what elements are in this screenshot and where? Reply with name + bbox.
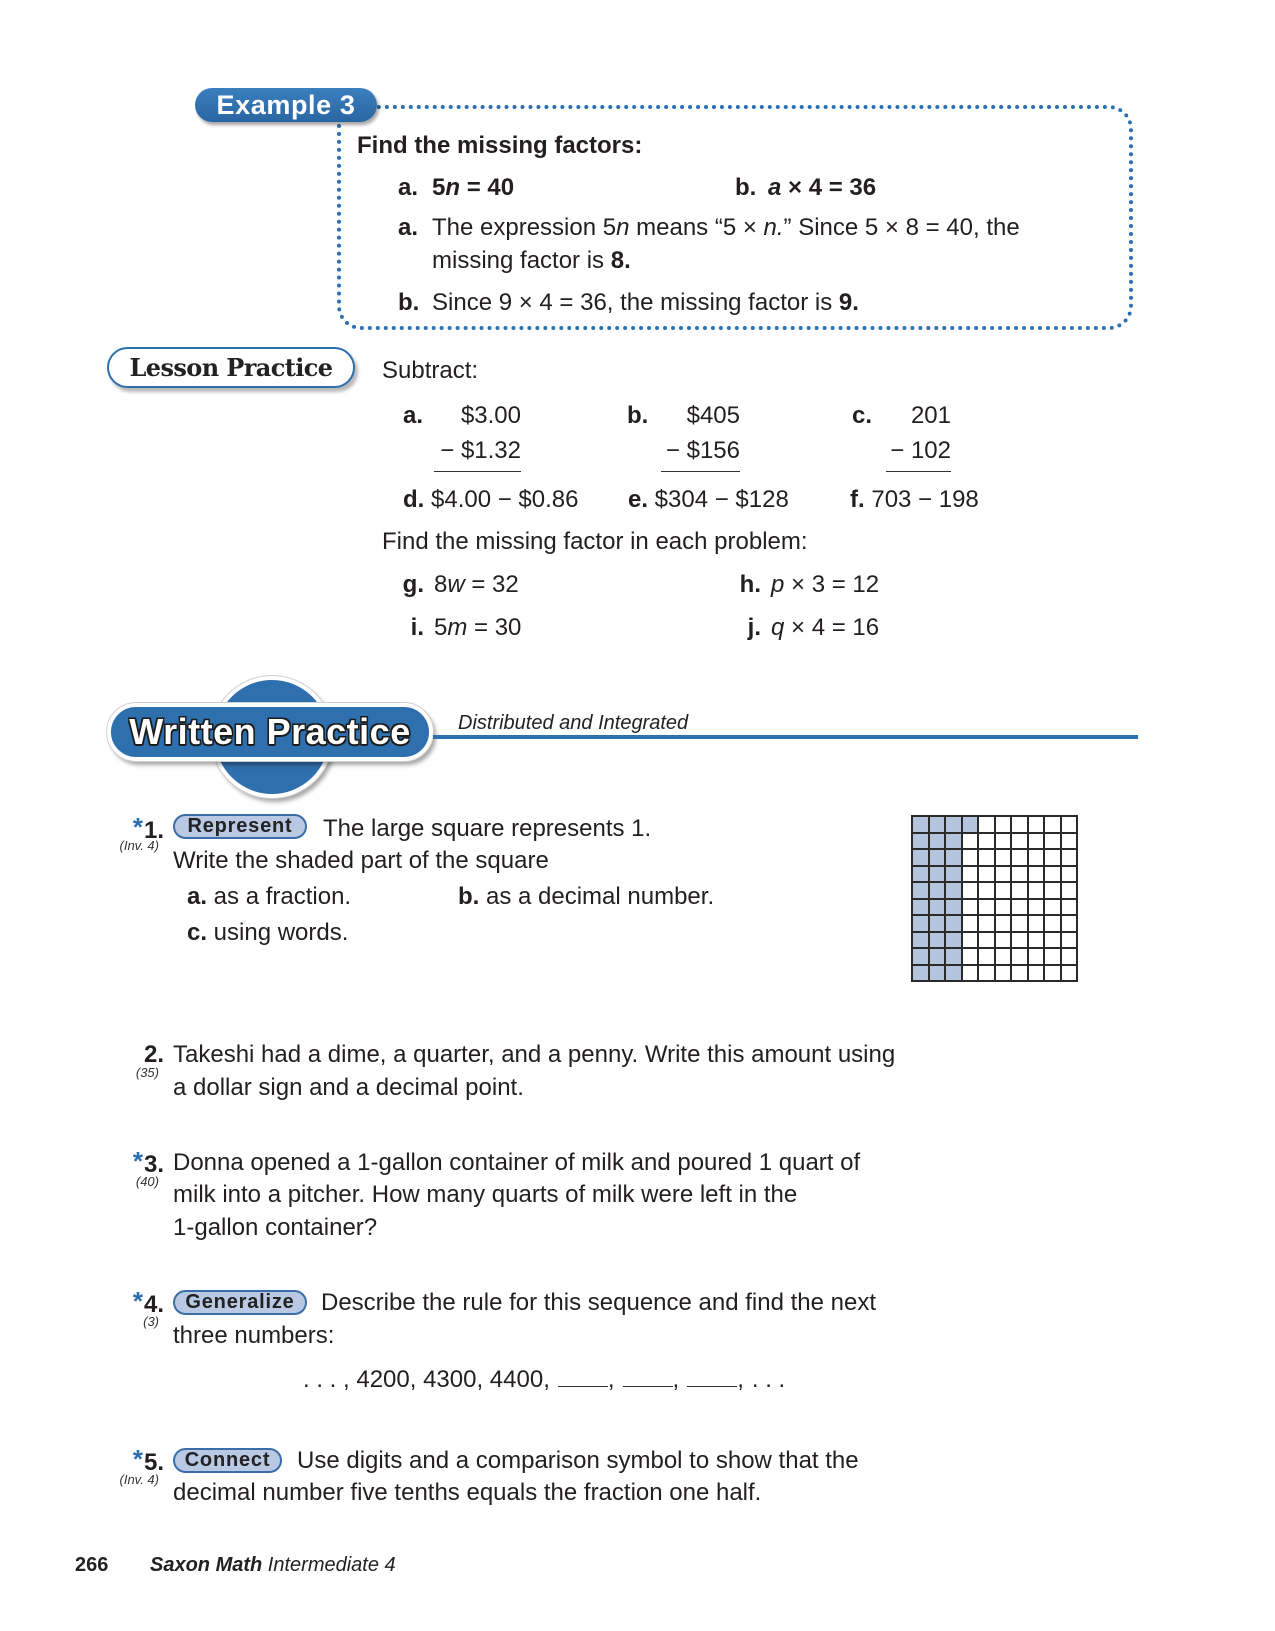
section-divider [433,735,1138,739]
number: 2. [143,1041,164,1068]
grid-cell [1062,817,1077,832]
grid-cell-shaded [913,817,928,832]
grid-cell-shaded [913,867,928,882]
grid-cell [1029,850,1044,865]
grid-cell [1045,900,1060,915]
answer-blank[interactable] [623,1366,673,1387]
grid-cell [996,850,1011,865]
generalize-tag: Generalize [173,1290,307,1315]
problem-5-reference: (Inv. 4) [119,1472,159,1487]
horizontal-problem-e [628,486,789,514]
grid-cell-shaded [930,933,945,948]
separator: , [672,1366,680,1393]
grid-cell [963,900,978,915]
grid-cell [1012,949,1027,964]
grid-cell-shaded [946,867,961,882]
grid-cell [996,916,1011,931]
grid-cell [1062,949,1077,964]
grid-cell [979,900,994,915]
problem-4-line-2: three numbers: [173,1322,335,1349]
grid-cell [1012,883,1027,898]
number: 3. [143,1151,164,1178]
horizontal-problem-d [403,486,578,514]
subtrahend: $156 [686,437,740,464]
grid-cell [1029,900,1044,915]
problem-5-line-2: decimal number five tenths equals the fraction one half. [173,1479,762,1506]
solution-b-line [432,289,859,317]
grid-cell [963,916,978,931]
grid-cell-shaded [930,883,945,898]
grid-cell [1045,933,1060,948]
grid-cell-shaded [946,850,961,865]
problem-5-line-1: Use digits and a comparison symbol to show that the [297,1447,859,1474]
grid-cell-shaded [913,850,928,865]
grid-cell [963,834,978,849]
grid-cell [1062,900,1077,915]
grid-cell [1012,850,1027,865]
number: 4. [143,1291,164,1318]
subtrahend: $1.32 [460,437,521,464]
coefficient: 5 [432,174,446,201]
label: c. [187,919,208,946]
grid-cell-shaded [930,817,945,832]
answer-blank[interactable] [687,1366,737,1387]
separator: , [737,1366,744,1393]
grid-cell-shaded [913,916,928,931]
grid-cell [1045,834,1060,849]
grid-cell [1045,850,1060,865]
example-problem-b [768,174,876,202]
solution-b-label: b. [398,289,420,316]
factor-problem-h [771,571,879,599]
variable: q [771,614,785,641]
label: b. [458,883,480,910]
factor-problem-g [434,571,519,599]
grid-cell [979,916,994,931]
grid-cell [1012,933,1027,948]
subtrahend: 102 [910,437,951,464]
expression: 703 − 198 [864,486,979,513]
grid-cell-shaded [913,949,928,964]
coefficient: 5 [434,614,448,641]
example-problem-a-label: a. [398,174,419,201]
problem-3-line-2: milk into a pitcher. How many quarts of milk were left in the [173,1181,798,1208]
number-sequence [303,1366,785,1394]
grid-cell [963,867,978,882]
variable: n [445,174,461,201]
variable: n. [763,214,784,241]
grid-cell [1045,949,1060,964]
grid-cell [1012,900,1027,915]
horizontal-problem-f [850,486,979,514]
connect-tag: Connect [173,1448,282,1473]
expression: $4.00 − $0.86 [424,486,579,513]
factor-problem-i-label: i. [410,614,424,641]
grid-cell-shaded [946,949,961,964]
grid-cell [979,867,994,882]
grid-cell [979,933,994,948]
subtract-prompt: Subtract: [382,357,479,384]
vertical-problem-c-bottom [886,437,951,472]
variable: n [616,214,630,241]
grid-cell [1029,867,1044,882]
problem-3-reference: (40) [135,1174,159,1189]
label: f. [850,486,865,513]
grid-cell [1012,817,1027,832]
grid-cell [963,883,978,898]
grid-cell [996,933,1011,948]
example-problem-b-label: b. [735,174,757,201]
factor-problem-i [434,614,521,642]
grid-cell [963,966,978,981]
grid-cell-shaded [946,933,961,948]
variable: w [447,571,465,598]
problem-2-line-2: a dollar sign and a decimal point. [173,1074,524,1101]
written-practice-subtitle: Distributed and Integrated [458,712,689,734]
grid-cell [1045,966,1060,981]
grid-cell [1045,883,1060,898]
factor-problem-h-label: h. [739,571,761,598]
number: 5. [143,1449,164,1476]
answer: 9. [838,289,859,316]
variable: p [771,571,785,598]
grid-cell [1062,933,1077,948]
grid-cell-shaded [963,817,978,832]
solution-a-line-2 [432,247,631,275]
example-problem-a [432,174,514,202]
answer-blank[interactable] [558,1366,608,1387]
vertical-problem-a-top: $3.00 [460,402,521,429]
vertical-problem-b-label: b. [627,402,649,429]
solution-a-label: a. [398,214,419,241]
equation-rest: = 32 [464,571,519,598]
grid-cell-shaded [946,966,961,981]
missing-factor-prompt: Find the missing factor in each problem: [382,528,808,555]
problem-1-line-1: The large square represents 1. [323,815,652,842]
problem-1-part-b [458,883,714,911]
grid-cell-shaded [913,834,928,849]
grid-cell-shaded [930,834,945,849]
grid-cell [1062,883,1077,898]
represent-tag: Represent [173,814,307,839]
grid-cell [963,933,978,948]
coefficient: 8 [434,571,448,598]
book-title [150,1553,396,1577]
solution-a-line-1 [432,214,1020,242]
grid-cell [996,867,1011,882]
book-title-level: Intermediate 4 [262,1554,396,1576]
text: missing factor is [432,247,611,274]
problem-1-reference: (Inv. 4) [119,838,159,853]
grid-cell [996,966,1011,981]
grid-cell-shaded [913,900,928,915]
vertical-problem-a-label: a. [403,402,424,429]
page-number: 266 [75,1554,109,1576]
star-icon: * [132,1444,143,1474]
text: as a fraction. [207,883,352,910]
grid-cell [1029,933,1044,948]
vertical-problem-b-top: $405 [686,402,740,429]
grid-cell [1062,834,1077,849]
problem-4-reference: (3) [143,1314,159,1329]
problem-2-reference: (35) [135,1065,159,1080]
vertical-problem-c-top: 201 [910,402,951,429]
sequence-terms: . . . , 4200, 4300, 4400, [303,1366,550,1393]
vertical-problem-a-bottom [434,437,521,472]
answer: 8. [610,247,631,274]
label: a. [187,883,208,910]
grid-cell [1012,867,1027,882]
grid-cell [1062,916,1077,931]
grid-cell-shaded [946,916,961,931]
book-title-brand: Saxon Math [150,1554,263,1576]
factor-problem-j-label: j. [747,614,761,641]
text: ” Since 5 × 8 = 40, the [783,214,1020,241]
vertical-problem-b-bottom [661,437,740,472]
separator: , [607,1366,615,1393]
grid-cell-shaded [913,883,928,898]
grid-cell [963,850,978,865]
star-icon: * [132,1146,143,1176]
variable: a [768,174,782,201]
grid-cell [1029,966,1044,981]
minus-operator: − [890,437,905,464]
grid-cell-shaded [930,900,945,915]
equation-rest: = 30 [467,614,522,641]
grid-cell [979,850,994,865]
grid-cell-shaded [913,966,928,981]
lesson-practice-badge: Lesson Practice [107,347,355,388]
text: using words. [207,919,349,946]
grid-cell [996,949,1011,964]
grid-cell [1062,850,1077,865]
example-badge: Example 3 [195,88,377,122]
grid-cell [963,949,978,964]
grid-cell [979,817,994,832]
grid-cell [1029,883,1044,898]
star-icon: * [132,1286,143,1316]
problem-4-line-1: Describe the rule for this sequence and find the next [321,1289,876,1316]
grid-cell [1012,916,1027,931]
star-icon: * [132,812,143,842]
grid-cell-shaded [930,916,945,931]
grid-cell [979,949,994,964]
grid-cell-shaded [930,850,945,865]
grid-cell [1012,966,1027,981]
problem-3-line-1: Donna opened a 1-gallon container of milk and poured 1 quart of [173,1149,861,1176]
grid-cell [996,900,1011,915]
written-practice-badge: Written Practice [107,703,433,761]
grid-cell [979,966,994,981]
grid-cell-shaded [946,817,961,832]
grid-cell [1062,966,1077,981]
equation-rest: × 3 = 12 [784,571,880,598]
grid-cell [996,834,1011,849]
grid-cell-shaded [930,966,945,981]
grid-cell [979,883,994,898]
equation-rest: × 4 = 36 [781,174,877,201]
factor-problem-j [771,614,879,642]
grid-cell-shaded [946,900,961,915]
grid-cell [1029,916,1044,931]
expression: $304 − $128 [648,486,789,513]
grid-cell [1045,817,1060,832]
grid-cell [996,817,1011,832]
text: The expression 5 [432,214,617,241]
grid-cell-shaded [946,834,961,849]
example-prompt: Find the missing factors: [357,132,643,159]
problem-2-line-1: Takeshi had a dime, a quarter, and a penny. Write this amount using [173,1041,896,1068]
text: Since 9 × 4 = 36, the missing factor is [432,289,839,316]
number: 1. [143,817,164,844]
factor-problem-g-label: g. [402,571,424,598]
grid-cell [1062,867,1077,882]
problem-1-part-a [187,883,351,911]
minus-operator: − [440,437,455,464]
equation-rest: = 40 [460,174,515,201]
grid-cell [1045,916,1060,931]
grid-cell-shaded [930,867,945,882]
text: means “5 × [629,214,764,241]
problem-1-line-2: Write the shaded part of the square [173,847,549,874]
problem-3-line-3: 1-gallon container? [173,1214,378,1241]
minus-operator: − [665,437,680,464]
grid-cell-shaded [913,933,928,948]
grid-cell [996,883,1011,898]
grid-cell-shaded [930,949,945,964]
label: e. [628,486,649,513]
grid-cell [1029,817,1044,832]
grid-cell [1012,834,1027,849]
sequence-ellipsis: . . . [751,1366,786,1393]
grid-cell [1029,834,1044,849]
label: d. [403,486,425,513]
text: as a decimal number. [479,883,715,910]
hundred-grid [911,815,1078,982]
vertical-problem-c-label: c. [852,402,873,429]
problem-1-part-c [187,919,348,947]
grid-cell-shaded [946,883,961,898]
grid-cell [1029,949,1044,964]
grid-cell [1045,867,1060,882]
grid-cell [979,834,994,849]
variable: m [447,614,468,641]
equation-rest: × 4 = 16 [784,614,880,641]
